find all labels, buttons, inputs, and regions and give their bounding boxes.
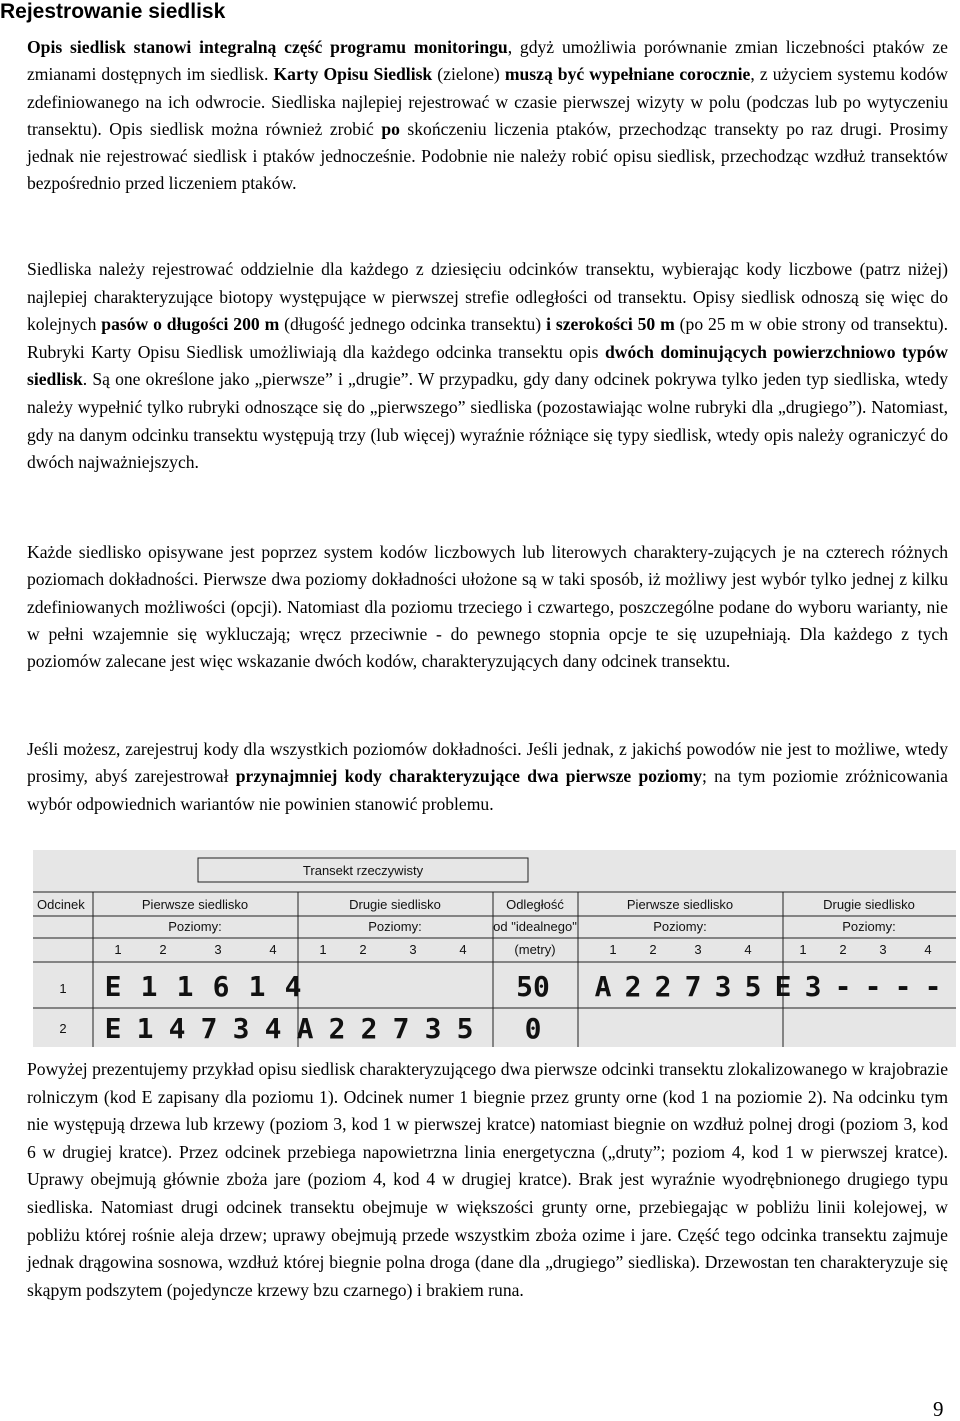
figure-handwritten-code: - <box>834 970 852 1003</box>
figure-level-number: 2 <box>839 942 847 957</box>
figure-level-number: 1 <box>319 942 327 957</box>
p2-run: . Są one określone jako „pierwsze” i „drugie”. W przypadku, gdy dany odcinek pokrywa tylko jeden typ siedliska, wtedy należy wypełnić tylko rubryki odnoszące się do „pierwszego” siedliska (pozostawiając wolne rubryki dla „drugiego”). Natomiast, gdy na danym odcinku transektu występują trzy (lub więcej) wyraźnie różniące się typy siedlisk, wtedy opis należy ograniczyć do dwóch najważniejszych. <box>27 369 948 473</box>
figure-handwritten-code: 4 <box>264 1012 282 1045</box>
figure-handwritten-distance: 0 <box>524 1012 542 1045</box>
p2-run: Siedliska należy rejestrować oddzielnie dla każdego z dziesięciu odcinków transektu, wybierając kody liczbowe (patrz niżej) najlepiej charakteryzujące biotopy występujące w pierwszej strefie odległości od transektu. Opisy siedlisk odnoszą się więc do kolejnych <box>27 259 948 335</box>
p1-run: , z użyciem systemu kodów zdefiniowanego na ich odwrocie. Siedliska najlepiej rejestrować w czasie pierwszej wizyty w polu (podczas lub po wytyczeniu transektu). Opis siedlisk można również zrobić <box>27 64 948 139</box>
figure-level-number: 4 <box>744 942 752 957</box>
figure-handwritten-code: 1 <box>248 970 266 1003</box>
p1-run: skończeniu liczenia ptaków, przechodząc transekty po raz drugi. Prosimy jednak nie rejestrować siedlisk i ptaków jednocześnie. Podobnie nie należy robić opisu siedlisk, przechodząc wzdłuż transektów bezpośrednio przed liczeniem ptaków. <box>27 118 949 194</box>
figure-handwritten-code: 3 <box>714 970 732 1003</box>
figure-top-header: Transekt rzeczywisty <box>302 863 424 878</box>
paragraph-3: Każde siedlisko opisywane jest poprzez system kodów liczbowych lub literowych charaktery-zujących je na czterech różnych poziomach dokładności. Pierwsze dwa poziomy dokładności ułożone są w taki sposób, iż możliwy jest wybór tylko jednej z kilku zdefiniowanych możliwości (opcji). Natomiast dla poziomu trzeciego i czwartego, poszczególne podane do wyboru warianty, nie w pełni wzajemnie się wykluczają; wręcz przeciwnie - do pewnego stopnia opcje te się uzupełniają. Dla każdego z tych poziomów zalecane jest więc wskazanie dwóch kodów, charakteryzujących dany odcinek transektu. <box>27 542 948 672</box>
figure-handwritten-code: 2 <box>654 970 672 1003</box>
figure-handwritten-code: 7 <box>200 1012 218 1045</box>
figure-level-number: 1 <box>799 942 807 957</box>
p1-run: Opis siedlisk stanowi integralną część programu monitoringu <box>27 37 508 57</box>
figure-handwritten-code: - <box>924 970 942 1003</box>
figure-handwritten-code: 1 <box>176 970 194 1003</box>
figure-handwritten-code: 1 <box>140 970 158 1003</box>
figure-poziomy-4: Poziomy: <box>842 919 896 934</box>
page-number: 9 <box>933 1397 944 1421</box>
habitat-form-example-figure <box>33 850 956 1047</box>
figure-handwritten-code: E <box>104 1012 122 1045</box>
figure-handwritten-code: A <box>296 1012 314 1045</box>
figure-level-number: 4 <box>269 942 277 957</box>
figure-level-number: 4 <box>924 942 932 957</box>
p2-run: pasów o długości 200 m <box>101 314 280 335</box>
figure-level-number: 3 <box>214 942 222 957</box>
figure-level-number: 1 <box>114 942 122 957</box>
figure-poziomy-3: Poziomy: <box>653 919 707 934</box>
figure-handwritten-code: 7 <box>392 1012 410 1045</box>
figure-level-number: 3 <box>879 942 887 957</box>
figure-handwritten-code: E <box>104 970 122 1003</box>
p4-run: Jeśli możesz, zarejestruj kody dla wszystkich poziomów dokładności. Jeśli jednak, z jakichś powodów nie jest to możliwe, wtedy prosimy, abyś zarejestrował <box>27 739 948 787</box>
figure-row-label: 1 <box>59 981 67 996</box>
figure-handwritten-code: 7 <box>684 970 702 1003</box>
figure-handwritten-code: 2 <box>328 1012 346 1045</box>
p2-run: dwóch dominujących powierzchniowo typów siedlisk <box>27 341 948 390</box>
p4-run: ; na tym poziomie zróżnicowania wybór odpowiednich wariantów nie powinien stanowić problemu. <box>27 766 948 814</box>
figure-handwritten-code: 3 <box>424 1012 442 1045</box>
figure-handwritten-code: 1 <box>136 1012 154 1045</box>
figure-level-number: 3 <box>694 942 702 957</box>
figure-level-number: 4 <box>459 942 467 957</box>
paragraph-4 <box>27 736 948 818</box>
figure-handwritten-code: 6 <box>212 970 230 1003</box>
figure-level-number: 3 <box>409 942 417 957</box>
page-heading: Rejestrowanie siedlisk <box>0 0 226 23</box>
figure-handwritten-code: 5 <box>456 1012 474 1045</box>
figure-handwritten-code: - <box>894 970 912 1003</box>
p1-run: muszą być wypełniane corocznie <box>504 64 751 85</box>
figure-handwritten-code: E <box>774 970 792 1003</box>
figure-handwritten-code: 3 <box>804 970 822 1003</box>
paragraph-1 <box>27 34 948 198</box>
figure-od-idealnego: od "idealnego" <box>493 919 577 934</box>
p4-run: przynajmniej kody charakteryzujące dwa pierwsze poziomy <box>235 766 703 787</box>
paragraph-2 <box>27 256 948 477</box>
p1-run: (zielone) <box>432 64 505 85</box>
p2-run: (po 25 m w obie strony od transektu). Rubryki Karty Opisu Siedlisk umożliwiają dla każdego odcinka transektu opis <box>27 314 949 362</box>
figure-col-odcinek: Odcinek <box>37 897 85 912</box>
figure-handwritten-code: 2 <box>360 1012 378 1045</box>
p2-run: i szerokości 50 m <box>546 314 675 335</box>
figure-handwritten-code: - <box>864 970 882 1003</box>
figure-metry: (metry) <box>514 942 556 957</box>
figure-row-label: 2 <box>59 1021 67 1036</box>
figure-poziomy-2: Poziomy: <box>368 919 422 934</box>
p1-run: , gdyż umożliwia porównanie zmian liczebności ptaków ze zmianami dostępnych im siedlisk. <box>27 37 948 85</box>
figure-col-first2: Pierwsze siedlisko <box>626 897 734 912</box>
figure-level-number: 2 <box>359 942 367 957</box>
figure-poziomy-1: Poziomy: <box>168 919 222 934</box>
figure-handwritten-code: 2 <box>624 970 642 1003</box>
figure-handwritten-code: 4 <box>168 1012 186 1045</box>
p2-run: (długość jednego odcinka transektu) <box>279 314 547 335</box>
figure-handwritten-code: 3 <box>232 1012 250 1045</box>
figure-level-number: 2 <box>649 942 657 957</box>
figure-handwritten-code: A <box>594 970 612 1003</box>
paragraph-5: Powyżej prezentujemy przykład opisu siedlisk charakteryzującego dwa pierwsze odcinki transektu zlokalizowanego w krajobrazie rolniczym (kod E zapisany dla poziomu 1). Odcinek numer 1 biegnie przez grunty orne (kod 1 na poziomie 2). Na odcinku tym nie występują drzewa lub krzewy (poziom 3, kod 1 w pierwszej kratce) natomiast biegnie on wzdłuż polnej drogi (poziom 3, kod 6 w drugiej kratce). Przez odcinek przebiega napowietrzna linia energetyczna („druty”; poziom 4, kod 1 w pierwszej kratce). Uprawy obejmują głównie zboża jare (poziom 4, kod 4 w drugiej kratce). Brak jest wyraźnie wyodrębnionego drugiego typu siedliska. Natomiast drugi odcinek transektu obejmuje w większości grunty orne, przebiegając w pobliżu linii kolejowej, w pobliżu której rośnie aleja drzew; uprawy obejmują przede wszystkim zboża ozime i jare. Część tego odcinka transektu zajmuje jednak drągowina sosnowa, wzdłuż której biegnie polna droga (dane dla „drugiego” siedliska). Drzewostan ten charakteryzuje się skąpym podszytem (pojedyncze krzewy bzu czarnego) i brakiem runa. <box>27 1059 948 1300</box>
figure-col-first: Pierwsze siedlisko <box>141 897 249 912</box>
figure-handwritten-distance: 50 <box>516 970 550 1003</box>
p1-run: po <box>381 118 400 139</box>
figure-level-number: 2 <box>159 942 167 957</box>
figure-handwritten-code: 4 <box>284 970 302 1003</box>
figure-handwritten-code: 5 <box>744 970 762 1003</box>
figure-level-number: 1 <box>609 942 617 957</box>
figure-col-second: Drugie siedlisko <box>349 897 441 912</box>
p1-run: Karty Opisu Siedlisk <box>273 64 433 85</box>
figure-col-distance: Odległość <box>506 897 564 912</box>
figure-col-second2: Drugie siedlisko <box>823 897 915 912</box>
